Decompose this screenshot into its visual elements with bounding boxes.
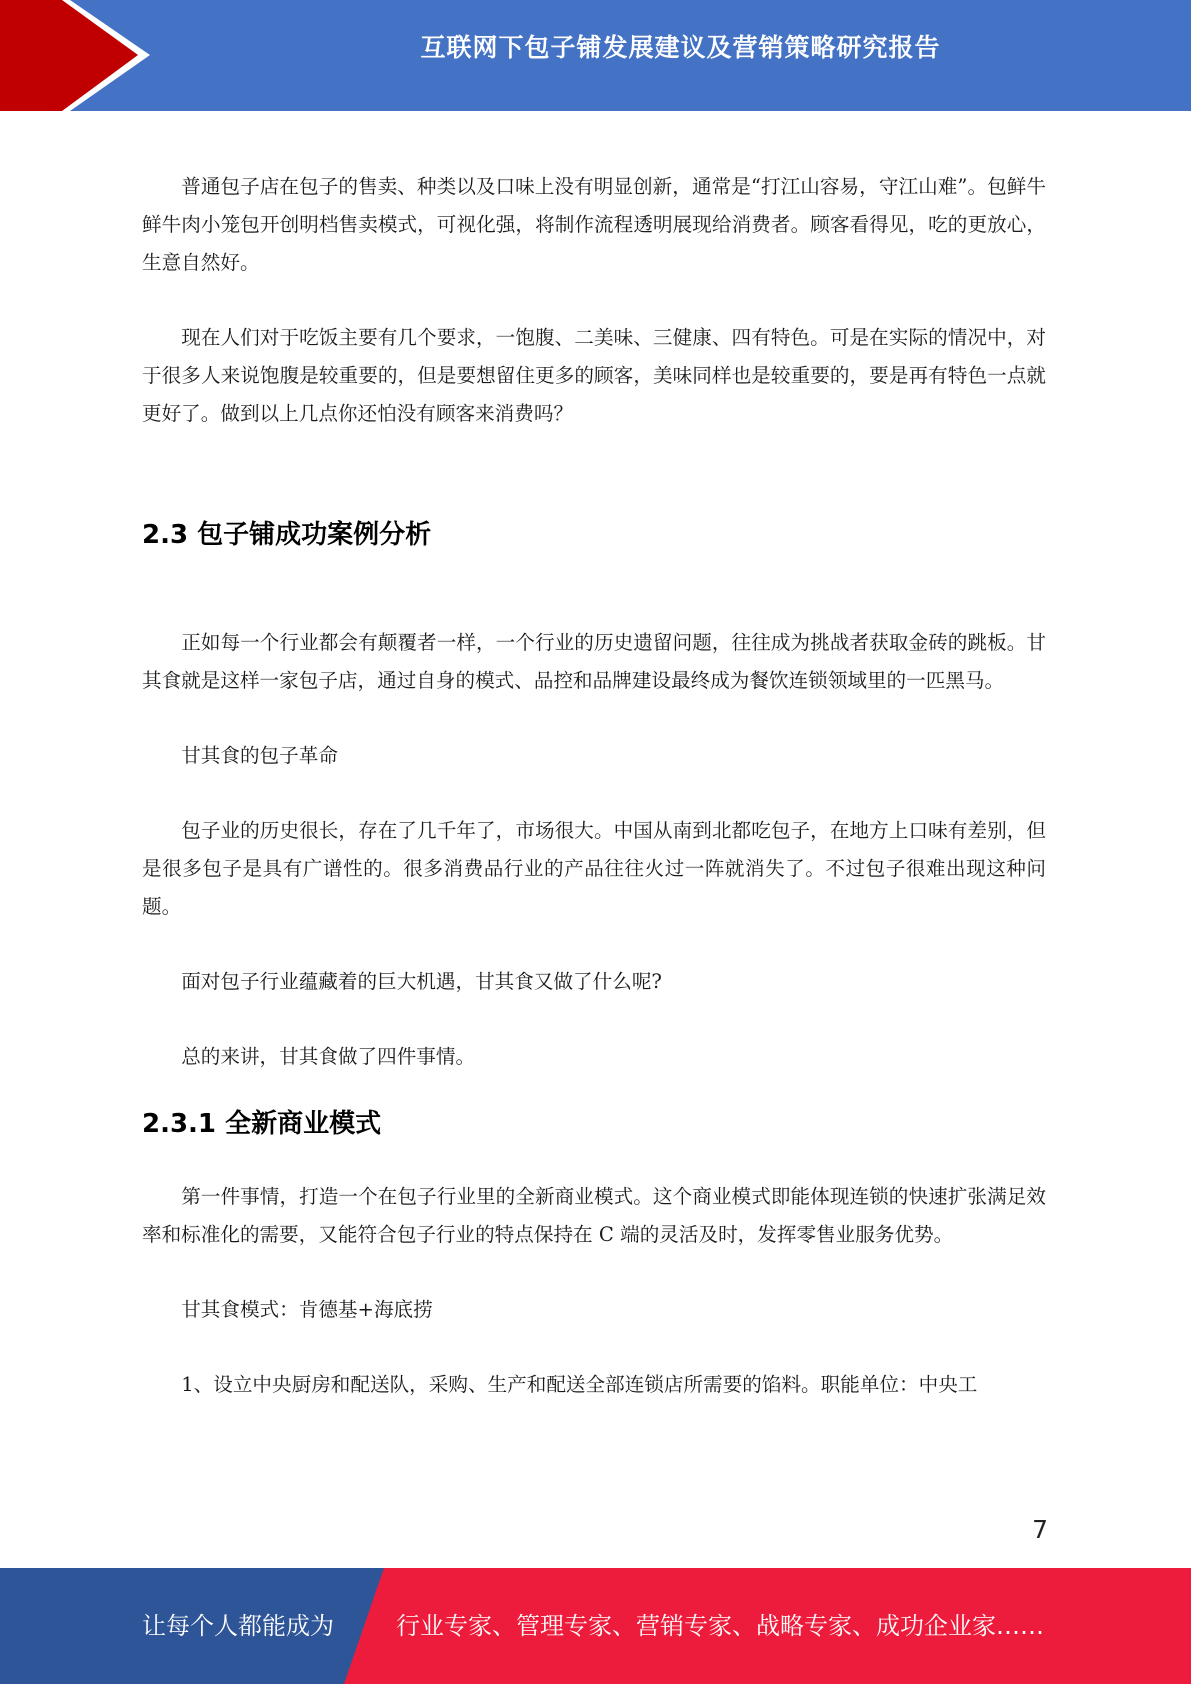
paragraph: 1、设立中央厨房和配送队，采购、生产和配送全部连锁店所需要的馅料。职能单位：中央工 <box>181 1373 978 1396</box>
paragraph: 普通包子店在包子的售卖、种类以及口味上没有明显创新，通常是“打江山容易，守江山难”。包鲜牛鲜牛肉小笼包开创明档售卖模式，可视化强，将制作流程透明展现给消费者。顾客看得见，吃的更放心，生意自然好。 <box>142 175 1046 274</box>
paragraph: 第一件事情，打造一个在包子行业里的全新商业模式。这个商业模式即能体现连锁的快速扩张满足效率和标准化的需要，又能符合包子行业的特点保持在 C 端的灵活及时，发挥零售业服务优势。 <box>142 1185 1046 1246</box>
page-header <box>0 0 1191 111</box>
paragraph: 正如每一个行业都会有颠覆者一样，一个行业的历史遗留问题，往往成为挑战者获取金砖的跳板。甘其食就是这样一家包子店，通过自身的模式、品控和品牌建设最终成为餐饮连锁领域里的一匹黑马。 <box>142 631 1046 692</box>
paragraph: 总的来讲，甘其食做了四件事情。 <box>181 1045 476 1068</box>
paragraph: 甘其食模式：肯德基+海底捞 <box>181 1298 433 1321</box>
section-heading-2-3: 2.3 包子铺成功案例分析 <box>142 520 432 550</box>
paragraph: 包子业的历史很长，存在了几千年了，市场很大。中国从南到北都吃包子，在地方上口味有差别，但是很多包子是具有广谱性的。很多消费品行业的产品往往火过一阵就消失了。不过包子很难出现这种问题。 <box>142 819 1046 918</box>
paragraph: 甘其食的包子革命 <box>181 744 338 767</box>
report-title: 互联网下包子铺发展建议及营销策略研究报告 <box>420 33 941 62</box>
section-heading-2-3-1: 2.3.1 全新商业模式 <box>142 1109 382 1139</box>
page-footer <box>0 1568 1191 1684</box>
footer-slogan-left: 让每个人都能成为 <box>142 1612 334 1640</box>
page-content <box>142 168 1046 1404</box>
footer-slogan-right: 行业专家、管理专家、营销专家、战略专家、成功企业家…… <box>396 1612 1044 1640</box>
paragraph: 面对包子行业蕴藏着的巨大机遇，甘其食又做了什么呢? <box>181 970 662 993</box>
paragraph: 现在人们对于吃饭主要有几个要求，一饱腹、二美味、三健康、四有特色。可是在实际的情况中，对于很多人来说饱腹是较重要的，但是要想留住更多的顾客，美味同样也是较重要的，要是再有特色一点就更好了。做到以上几点你还怕没有顾客来消费吗？ <box>142 326 1046 425</box>
page-number: 7 <box>1032 1515 1048 1544</box>
